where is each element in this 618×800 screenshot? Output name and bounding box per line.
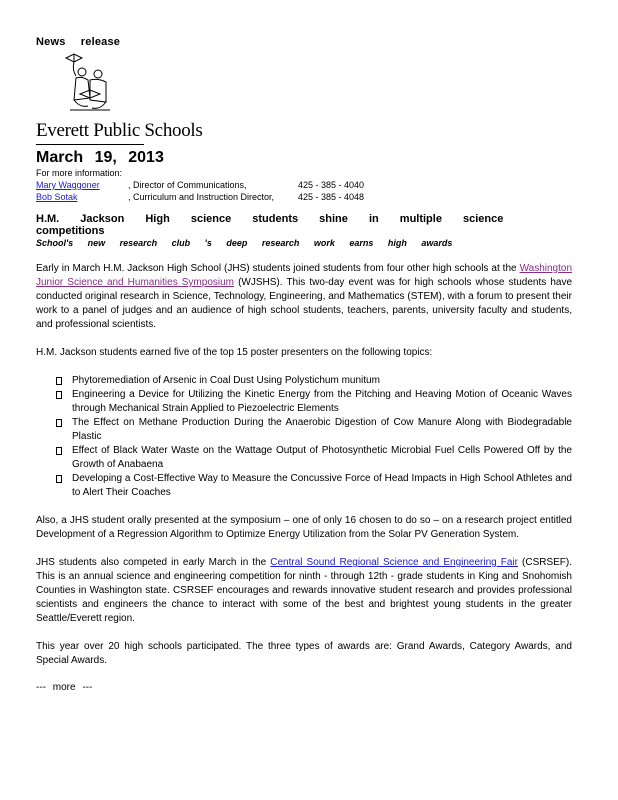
paragraph-text: JHS students also competed in early March in the [36, 557, 267, 568]
list-item [56, 388, 572, 416]
topic-text: Developing a Cost-Effective Way to Measure the Concussive Force of Head Impacts in High School Athletes and to Alert Their Coaches [72, 473, 572, 498]
topic-text: Phytoremediation of Arsenic in Coal Dust Using Polystichum munitum [72, 375, 380, 386]
release-date: March 19, 2013 [36, 149, 164, 166]
wjshs-link[interactable]: Washington Junior Science and Humanities Symposium [36, 263, 572, 288]
bullet-icon [56, 447, 62, 455]
contact-phone: 425 - 385 - 4040 [298, 180, 365, 190]
subheadline: School's new research club 's deep research work earns high awards [36, 238, 453, 248]
bullet-icon [56, 475, 62, 483]
list-item [56, 472, 572, 500]
paragraph-text: Early in March H.M. Jackson High School (JHS) students joined students from four other high schools at the [36, 263, 517, 274]
paragraph-awards: This year over 20 high schools participated. The three types of awards are: Grand Awards, Category Awards, and Special Awards. [36, 641, 572, 666]
list-item [56, 374, 572, 388]
bullet-icon [56, 419, 62, 427]
contact-name-link[interactable]: Mary Waggoner [36, 180, 100, 190]
list-item [56, 416, 572, 444]
students-reading-icon [60, 50, 120, 116]
topic-text: Engineering a Device for Utilizing the Kinetic Energy from the Pitching and Heaving Motion of Oceanic Waves through Mechanical Strain Applied to Piezoelectric Elements [72, 389, 572, 414]
bullet-icon [56, 391, 62, 399]
more-indicator: --- more --- [36, 682, 93, 693]
news-release-label: News release [36, 36, 121, 48]
csrsef-link[interactable]: Central Sound Regional Science and Engineering Fair [270, 557, 518, 568]
contact-role: , Curriculum and Instruction Director, [128, 192, 275, 202]
bullet-icon [56, 377, 62, 385]
paragraph-wjshs [36, 262, 572, 332]
paragraph-text: (WJSHS). This two-day event was for high schools whose students have conducted original research in Science, Technology, Engineering, and Mathematics (STEM), with a forum to present their work to a panel of judges and an audience of high school students, teachers, parents, university faculty and students, and professional scientists. [36, 277, 573, 330]
logo-wordmark: Everett Public Schools [36, 120, 203, 141]
paragraph-text: (CSRSEF). This is an annual science and engineering competition for ninth - through 12th - grade students in King and Snohomish Counties in Washington state. CSRSEF encourages and rewards innovative student research and provides professional scientists and engineers the chance to interact with some of the best and brightest young students in the greater Seattle/Everett region. [36, 557, 573, 624]
list-item [56, 444, 572, 472]
contact-role: , Director of Communications, [128, 180, 247, 190]
paragraph-oral-presentation: Also, a JHS student orally presented at the symposium – one of only 16 chosen to do so – on a research project entitled Development of a Regression Algorithm to Optimize Energy Utilization from the Solar PV Generation System. [36, 515, 572, 540]
contact-row [36, 179, 572, 191]
contact-name-link[interactable]: Bob Sotak [36, 192, 78, 202]
topics-list [36, 374, 572, 500]
topic-text: The Effect on Methane Production During the Anaerobic Digestion of Cow Manure Along with Biodegradable Plastic [72, 417, 572, 442]
news-release-page [36, 36, 572, 693]
logo-divider [36, 144, 144, 145]
district-logo [36, 50, 572, 146]
paragraph-csrsef [36, 556, 572, 626]
paragraph-topics-intro: H.M. Jackson students earned five of the top 15 poster presenters on the following topics: [36, 347, 433, 358]
contact-row [36, 191, 572, 203]
contact-phone: 425 - 385 - 4048 [298, 192, 365, 202]
headline: H.M. Jackson High science students shine in multiple science competitions [36, 213, 504, 237]
more-info-label: For more information: [36, 168, 123, 178]
topic-text: Effect of Black Water Waste on the Wattage Output of Photosynthetic Microbial Fuel Cells Powered Off by the Growth of Anabaena [72, 445, 572, 470]
